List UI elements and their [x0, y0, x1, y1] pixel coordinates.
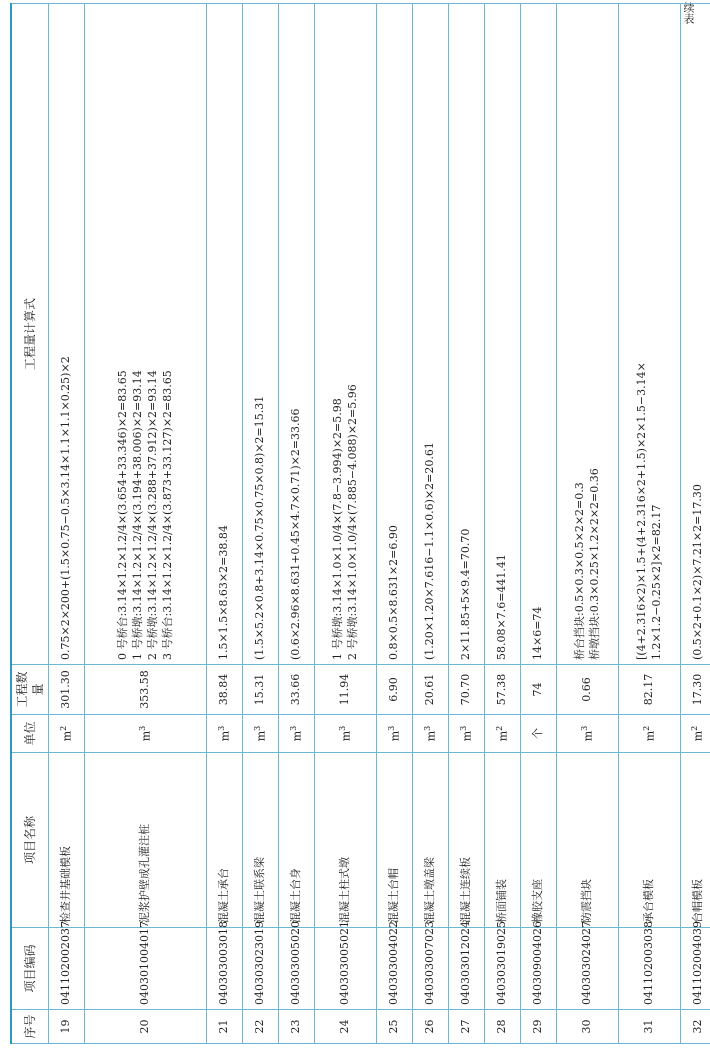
unit-text: m	[290, 730, 304, 742]
table-row	[557, 4, 619, 1044]
cell-code: 040303023019	[243, 928, 279, 1010]
cell-name: 桥面铺装	[485, 753, 521, 928]
formula-line: 1 号桥墩:3.14×1.0×1.0/4×(7.8−3.994)×2=5.98	[331, 398, 345, 660]
unit-superscript: 2	[690, 725, 700, 731]
unit-text: m	[218, 730, 232, 742]
formula-line: 0.75×2×200+(1.5×0.75−0.5×3.14×1.1×1.1×0.25)×2	[59, 356, 73, 660]
cell-formula	[315, 4, 377, 665]
cell-unit	[681, 715, 710, 753]
cell-no: 22	[243, 1010, 279, 1044]
cell-name: 混凝土联系梁	[243, 753, 279, 928]
cell-qty: 33.66	[279, 665, 315, 715]
cell-no: 19	[49, 1010, 85, 1044]
formula-line: [(4+2.316×2)×1.5+(4+2.316×2+1.5)×2×1.5−3.14×	[635, 362, 649, 660]
cell-formula	[449, 4, 485, 665]
formula-line: 0 号桥台:3.14×1.2×1.2/4×(3.654+33.346)×2=83.65	[116, 370, 130, 660]
cell-code: 041102002037	[49, 928, 85, 1010]
header-row	[11, 4, 49, 1044]
cell-qty: 353.58	[85, 665, 207, 715]
cell-no: 29	[521, 1010, 557, 1044]
cell-formula	[557, 4, 619, 665]
cell-unit	[207, 715, 243, 753]
cell-name: 混凝土台身	[279, 753, 315, 928]
formula-line: (1.20×1.20×7.616−1.1×0.6)×2=20.61	[423, 442, 437, 660]
cell-name: 混凝土墩盖梁	[413, 753, 449, 928]
formula-line: 2 号桥墩:3.14×1.2×1.2/4×(3.288+37.912)×2=93.14	[145, 370, 159, 660]
cell-code: 040303003018	[207, 928, 243, 1010]
header-name: 项目名称	[11, 753, 49, 928]
unit-text: m	[388, 730, 402, 742]
cell-code: 041102004039	[681, 928, 710, 1010]
header-unit: 单位	[11, 715, 49, 753]
cell-unit	[377, 715, 413, 753]
unit-text: m	[139, 730, 153, 742]
cell-name: 承台模板	[619, 753, 681, 928]
table-body	[49, 4, 710, 1044]
cell-name: 混凝土柱式墩	[315, 753, 377, 928]
cell-name: 混凝土台帽	[377, 753, 413, 928]
formula-line: 3 号桥台:3.14×1.2×1.2/4×(3.873+33.127)×2=83.65	[160, 370, 174, 660]
cell-qty: 57.38	[485, 665, 521, 715]
cell-name: 防震挡块	[557, 753, 619, 928]
unit-superscript: 3	[216, 725, 226, 731]
cell-code: 040303024027	[557, 928, 619, 1010]
unit-superscript: 3	[422, 725, 432, 731]
page-label: 续表	[682, 2, 695, 24]
formula-line: 58.08×7.6=441.41	[495, 554, 509, 660]
cell-no: 25	[377, 1010, 413, 1044]
formula-line: (0.6×2.96×8.631+0.45×4.7×0.71)×2=33.66	[289, 408, 303, 660]
quantity-table	[10, 3, 710, 1044]
formula-line: 2 号桥墩:3.14×1.0×1.0/4×(7.885−4.088)×2=5.96	[345, 384, 359, 660]
cell-no: 23	[279, 1010, 315, 1044]
cell-code: 040301004017	[85, 928, 207, 1010]
cell-unit	[279, 715, 315, 753]
formula-line: 14×6=74	[531, 606, 545, 660]
cell-formula	[485, 4, 521, 665]
cell-formula	[279, 4, 315, 665]
cell-code: 041102003038	[619, 928, 681, 1010]
formula-line: 0.8×0.5×8.631×2=6.90	[387, 525, 401, 660]
cell-no: 31	[619, 1010, 681, 1044]
cell-qty: 82.17	[619, 665, 681, 715]
table-row	[85, 4, 207, 1044]
cell-name: 台帽模板	[681, 753, 710, 928]
unit-text: 个	[531, 728, 545, 739]
cell-unit	[485, 715, 521, 753]
cell-unit	[243, 715, 279, 753]
cell-code: 040303007023	[413, 928, 449, 1010]
cell-formula	[243, 4, 279, 665]
unit-text: m	[60, 730, 74, 742]
cell-formula	[413, 4, 449, 665]
cell-code: 040303004022	[377, 928, 413, 1010]
formula-line: 1.2×1.2−0.25×2]×2=82.17	[649, 504, 663, 660]
table-row	[413, 4, 449, 1044]
cell-qty: 38.84	[207, 665, 243, 715]
unit-text: m	[460, 730, 474, 742]
cell-no: 24	[315, 1010, 377, 1044]
header-formula: 工程量计算式	[11, 4, 49, 665]
formula-line: 桥墩挡块:0.3×0.25×1.2×2×2=0.36	[587, 468, 601, 660]
cell-formula	[85, 4, 207, 665]
table-row	[681, 4, 710, 1044]
cell-qty: 20.61	[413, 665, 449, 715]
cell-qty: 15.31	[243, 665, 279, 715]
cell-code: 040303012024	[449, 928, 485, 1010]
header-no: 序号	[11, 1010, 49, 1044]
cell-unit	[85, 715, 207, 753]
formula-line: 2×11.85+5×9.4=70.70	[459, 528, 473, 660]
cell-name: 混凝土连续板	[449, 753, 485, 928]
header-code: 项目编码	[11, 928, 49, 1010]
cell-formula	[207, 4, 243, 665]
cell-qty: 301.30	[49, 665, 85, 715]
cell-unit	[619, 715, 681, 753]
unit-text: m	[254, 730, 268, 742]
formula-line: 1.5×1.5×8.63×2=38.84	[217, 525, 231, 660]
unit-superscript: 3	[458, 725, 468, 731]
cell-no: 30	[557, 1010, 619, 1044]
cell-code: 040303019025	[485, 928, 521, 1010]
unit-superscript: 3	[252, 725, 262, 731]
unit-text: m	[692, 730, 706, 742]
cell-no: 21	[207, 1010, 243, 1044]
header-qty: 工程数量	[11, 665, 49, 715]
cell-qty: 0.66	[557, 665, 619, 715]
rotated-table-wrapper	[10, 4, 706, 1044]
cell-no: 32	[681, 1010, 710, 1044]
table-row	[279, 4, 315, 1044]
cell-qty: 6.90	[377, 665, 413, 715]
table-row	[377, 4, 413, 1044]
cell-no: 28	[485, 1010, 521, 1044]
formula-line: (0.5×2+0.1×2)×7.21×2=17.30	[691, 484, 705, 660]
table-row	[449, 4, 485, 1044]
formula-line: 桥台挡块:0.5×0.3×0.5×2×2=0.3	[573, 482, 587, 660]
table-row	[485, 4, 521, 1044]
table-row	[49, 4, 85, 1044]
cell-name: 橡胶支座	[521, 753, 557, 928]
unit-superscript: 2	[58, 725, 68, 731]
unit-text: m	[643, 730, 657, 742]
cell-no: 27	[449, 1010, 485, 1044]
cell-qty: 74	[521, 665, 557, 715]
cell-name: 泥浆护壁成孔灌注桩	[85, 753, 207, 928]
cell-unit	[557, 715, 619, 753]
cell-formula	[377, 4, 413, 665]
cell-formula	[521, 4, 557, 665]
unit-text: m	[581, 730, 595, 742]
cell-formula	[49, 4, 85, 665]
unit-text: m	[424, 730, 438, 742]
formula-line: (1.5×5.2×0.8+3.14×0.75×0.75×0.8)×2=15.31	[253, 395, 267, 660]
cell-qty: 17.30	[681, 665, 710, 715]
table-row	[207, 4, 243, 1044]
unit-superscript: 3	[337, 725, 347, 731]
unit-text: m	[496, 730, 510, 742]
cell-name: 混凝土承台	[207, 753, 243, 928]
cell-qty: 11.94	[315, 665, 377, 715]
cell-formula	[681, 4, 710, 665]
cell-code: 040309004026	[521, 928, 557, 1010]
unit-superscript: 3	[579, 725, 589, 731]
formula-line: 1 号桥墩:3.14×1.2×1.2/4×(3.194+38.006)×2=93.14	[131, 370, 145, 660]
table-row	[243, 4, 279, 1044]
cell-unit	[521, 715, 557, 753]
table-row	[315, 4, 377, 1044]
table-row	[521, 4, 557, 1044]
cell-unit	[413, 715, 449, 753]
unit-text: m	[339, 730, 353, 742]
cell-no: 26	[413, 1010, 449, 1044]
unit-superscript: 3	[137, 725, 147, 731]
cell-formula	[619, 4, 681, 665]
cell-unit	[49, 715, 85, 753]
unit-superscript: 3	[386, 725, 396, 731]
unit-superscript: 2	[641, 725, 651, 731]
cell-name: 检查井基础模板	[49, 753, 85, 928]
unit-superscript: 3	[288, 725, 298, 731]
cell-unit	[315, 715, 377, 753]
cell-unit	[449, 715, 485, 753]
table-row	[619, 4, 681, 1044]
cell-code: 040303005021	[315, 928, 377, 1010]
unit-superscript: 2	[494, 725, 504, 731]
cell-code: 040303005020	[279, 928, 315, 1010]
cell-qty: 70.70	[449, 665, 485, 715]
cell-no: 20	[85, 1010, 207, 1044]
